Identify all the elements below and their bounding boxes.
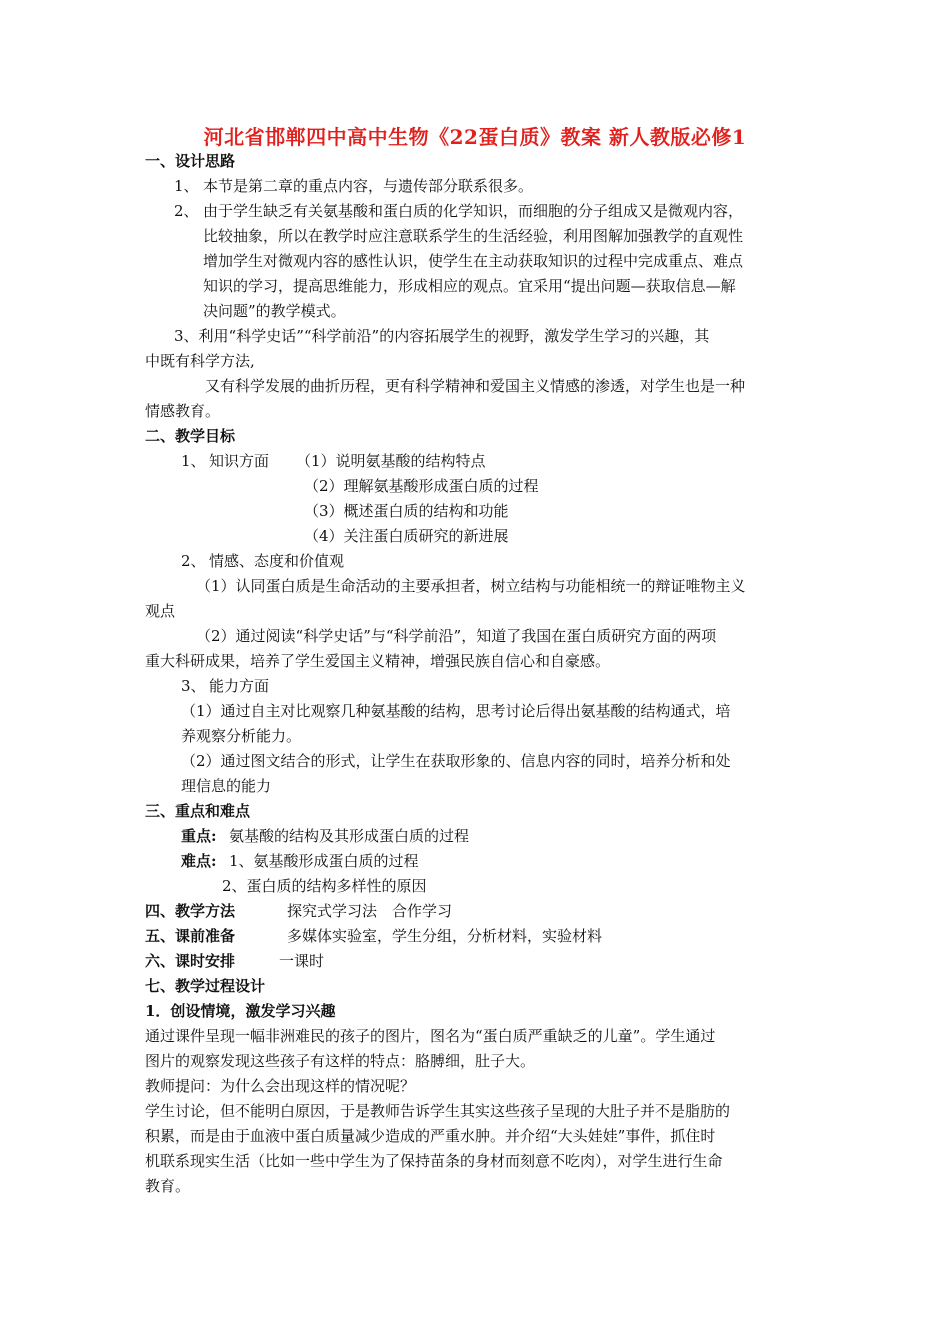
paragraph-line: 增加学生对微观内容的感性认识，使学生在主动获取知识的过程中完成重点、难点 — [203, 252, 744, 270]
list-number: 2、 — [174, 202, 199, 220]
paragraph-line: 决问题”的教学模式。 — [203, 302, 346, 320]
paragraph-line: 通过课件呈现一幅非洲难民的孩子的图片，图名为“蛋白质严重缺乏的儿童”。学生通过 — [145, 1027, 716, 1045]
paragraph-line: 本节是第二章的重点内容，与遗传部分联系很多。 — [203, 177, 534, 195]
section-heading-objectives: 二、教学目标 — [145, 427, 236, 445]
document-title: 河北省邯郸四中高中生物《22蛋白质》教案 新人教版必修1 — [203, 125, 747, 149]
paragraph-line: 氨基酸的结构及其形成蛋白质的过程 — [229, 827, 470, 845]
section-heading-process: 七、教学过程设计 — [145, 977, 266, 995]
objective-item: （3）概述蛋白质的结构和功能 — [304, 502, 509, 520]
label-difficulty: 难点: — [181, 852, 217, 870]
section-heading-methods: 四、教学方法 — [145, 902, 236, 920]
paragraph-line: 理信息的能力 — [181, 777, 272, 795]
list-number: 3、 — [181, 677, 206, 695]
paragraph-line: 重大科研成果，培养了学生爱国主义精神，增强民族自信心和自豪感。 — [145, 652, 611, 670]
section-heading-design: 一、设计思路 — [145, 152, 236, 170]
paragraph-line: 比较抽象，所以在教学时应注意联系学生的生活经验，利用图解加强教学的直观性 — [203, 227, 744, 245]
list-number: 1、 — [174, 177, 199, 195]
paragraph-line: 情感教育。 — [145, 402, 221, 420]
paragraph-line: 学生讨论，但不能明白原因，于是教师告诉学生其实这些孩子呈现的大肚子并不是脂肪的 — [145, 1102, 731, 1120]
subheading-attitude: 情感、态度和价值观 — [209, 552, 345, 570]
paragraph-line: 1、氨基酸形成蛋白质的过程 — [229, 852, 419, 870]
paragraph-line: 观点 — [145, 602, 176, 620]
paragraph-line: 中既有科学方法, — [145, 352, 255, 370]
paragraph-line: 由于学生缺乏有关氨基酸和蛋白质的化学知识，而细胞的分子组成又是微观内容， — [203, 202, 744, 220]
subheading-situation: 1．创设情境，激发学习兴趣 — [145, 1002, 336, 1020]
section-inline-text: 一课时 — [279, 952, 325, 970]
label-key: 重点: — [181, 827, 217, 845]
paragraph-line: 养观察分析能力。 — [181, 727, 302, 745]
paragraph-line: 知识的学习，提高思维能力，形成相应的观点。宜采用“提出问题—获取信息—解 — [203, 277, 736, 295]
objective-item: （1）说明氨基酸的结构特点 — [296, 452, 486, 470]
section-inline-text: 多媒体实验室，学生分组，分析材料，实验材料 — [287, 927, 603, 945]
objective-item: （4）关注蛋白质研究的新进展 — [304, 527, 509, 545]
list-number: 1、 — [181, 452, 206, 470]
paragraph-line: 又有科学发展的曲折历程，更有科学精神和爱国主义情感的渗透，对学生也是一种 — [205, 377, 746, 395]
subheading-ability: 能力方面 — [209, 677, 270, 695]
paragraph-line: （2）通过阅读“科学史话”与“科学前沿”，知道了我国在蛋白质研究方面的两项 — [196, 627, 717, 645]
section-heading-keypoints: 三、重点和难点 — [145, 802, 251, 820]
paragraph-line: 教育。 — [145, 1177, 191, 1195]
paragraph-line: 机联系现实生活（比如一些中学生为了保持苗条的身材而刻意不吃肉），对学生进行生命 — [145, 1152, 723, 1170]
list-number: 2、 — [181, 552, 206, 570]
section-heading-preparation: 五、课前准备 — [145, 927, 236, 945]
paragraph-line: 2、蛋白质的结构多样性的原因 — [222, 877, 427, 895]
subheading-knowledge: 知识方面 — [209, 452, 270, 470]
paragraph-line: 3、利用“科学史话”“科学前沿”的内容拓展学生的视野，激发学生学习的兴趣，其 — [174, 327, 710, 345]
paragraph-line: （1）认同蛋白质是生命活动的主要承担者，树立结构与功能相统一的辩证唯物主义 — [196, 577, 746, 595]
paragraph-line: 积累，而是由于血液中蛋白质量减少造成的严重水肿。并介绍“大头娃娃”事件，抓住时 — [145, 1127, 716, 1145]
objective-item: （2）理解氨基酸形成蛋白质的过程 — [304, 477, 539, 495]
section-inline-text: 探究式学习法 合作学习 — [287, 902, 453, 920]
paragraph-line: 图片的观察发现这些孩子有这样的特点：胳膊细，肚子大。 — [145, 1052, 536, 1070]
paragraph-line: （2）通过图文结合的形式，让学生在获取形象的、信息内容的同时，培养分析和处 — [181, 752, 731, 770]
paragraph-line: 教师提问：为什么会出现这样的情况呢？ — [145, 1077, 416, 1095]
section-heading-schedule: 六、课时安排 — [145, 952, 236, 970]
paragraph-line: （1）通过自主对比观察几种氨基酸的结构，思考讨论后得出氨基酸的结构通式，培 — [181, 702, 731, 720]
